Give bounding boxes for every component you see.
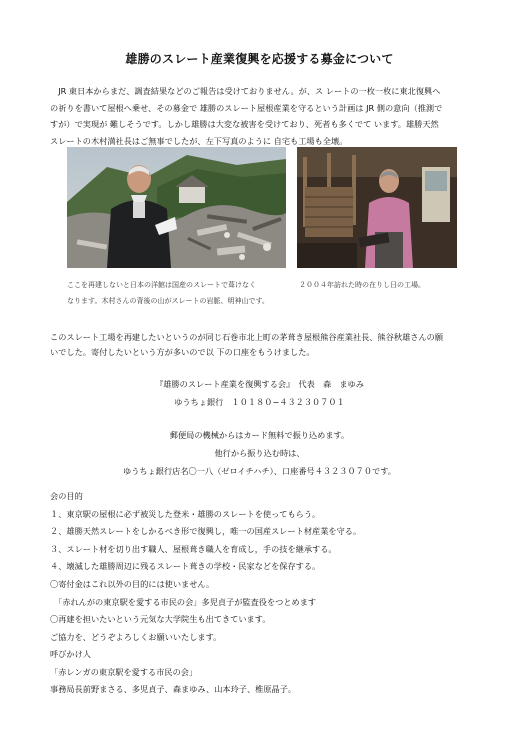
right-photo-caption	[299, 277, 469, 293]
page-title: 雄勝のスレート産業復興を応援する募金について	[125, 52, 394, 66]
intro-line: の祈りを書いて屋根へ乗せ、その募金で 雄勝のスレート屋根産業を守るという計画は JR 側の意向（推測で	[50, 102, 443, 113]
purpose-item: 〇寄付金はこれ以外の目的には使いません。	[50, 578, 215, 589]
association-name: 『雄勝のスレート産業を復興する会』 代表 森 まゆみ	[155, 379, 364, 389]
intro-line: スレートの木村満社長はご無事でしたが、左下写真のように 自宅も工場も全壊。	[50, 135, 348, 146]
callers-heading: 呼びかけ人	[50, 649, 91, 659]
left-photo-caption	[67, 277, 292, 309]
transfer-line: 他行から振り込む時は、	[214, 448, 305, 458]
photo-ruins-with-man	[67, 147, 286, 268]
purpose-item: 〇再建を担いたいという元気な大学院生も出てきています。	[50, 614, 271, 625]
transfer-info	[0, 426, 519, 480]
account-info	[0, 375, 519, 411]
callers-names: 事務局長前野まさる、多児貞子、森まゆみ、山本玲子、椎原晶子。	[50, 684, 297, 695]
intro-paragraph	[50, 83, 470, 149]
purpose-heading: 会の目的	[50, 491, 83, 501]
purpose-item: １、東京駅の屋根に必ず被災した登米・雄勝のスレートを使ってもらう。	[50, 508, 321, 519]
purpose-item: ３、スレート材を切り出す職人、屋根葺き職人を育成し，手の技を継承する。	[50, 543, 337, 554]
transfer-line: 郵便局の機械からはカード無料で振り込めます。	[169, 430, 350, 440]
ruins-photo-image	[67, 147, 286, 268]
bank-account-number: ゆうちょ銀行 １０１８０−４３２３０７０１	[174, 397, 345, 407]
intro-line: JR 東日本からまだ、調査結果などのご報告は受けておりません。が、ス レートの一枚一枚に東北復興へ	[50, 86, 441, 96]
purpose-item: ４、壊滅した雄勝周辺に残るスレート葺きの学校・民家などを保存する。	[50, 561, 321, 572]
factory-photo-image	[297, 147, 457, 268]
purpose-item: 「赤れんがの東京駅を愛する市民の会」多児貞子が監査役をつとめます	[50, 596, 317, 607]
paragraph-line: いでした。寄付したいという方が多いので以 下の口座をもうけました。	[50, 347, 315, 357]
photo-factory-2004	[297, 147, 457, 268]
intro-line: すが）で実現が 難しそうです。しかし雄勝は大変な被害を受けており、死者も多くでて います。雄勝天然	[50, 119, 439, 129]
rebuild-paragraph	[50, 330, 470, 360]
caption-line: なります。木村さんの背後の山がスレートの岩脈、明神山です。	[67, 297, 269, 305]
purpose-item: ２、雄勝天然スレートをしかるべき形で復興し，唯一の国産スレート材産業を守る。	[50, 526, 362, 537]
callers-organization: 「赤レンガの東京駅を愛する市民の会」	[50, 666, 198, 677]
transfer-line: ゆうちょ銀行店名〇一八（ゼロイチハチ）、口座番号４３２３０７０です。	[123, 466, 396, 476]
caption-line: ここを再建しないと日本の洋館は国産のスレートで葺けなく	[67, 281, 256, 289]
caption-line: ２００４年訪れた時の在りし日の工場。	[299, 281, 425, 289]
purpose-closing: ご協力を、どうぞよろしくお願いいたします。	[50, 631, 222, 642]
paragraph-line: このスレート工場を再建したいというのが同じ石巻市北上町の茅葺き屋根熊谷産業社長、熊谷秋雄さんの願	[50, 332, 444, 342]
purpose-section	[50, 488, 490, 646]
callers-section	[50, 646, 490, 699]
